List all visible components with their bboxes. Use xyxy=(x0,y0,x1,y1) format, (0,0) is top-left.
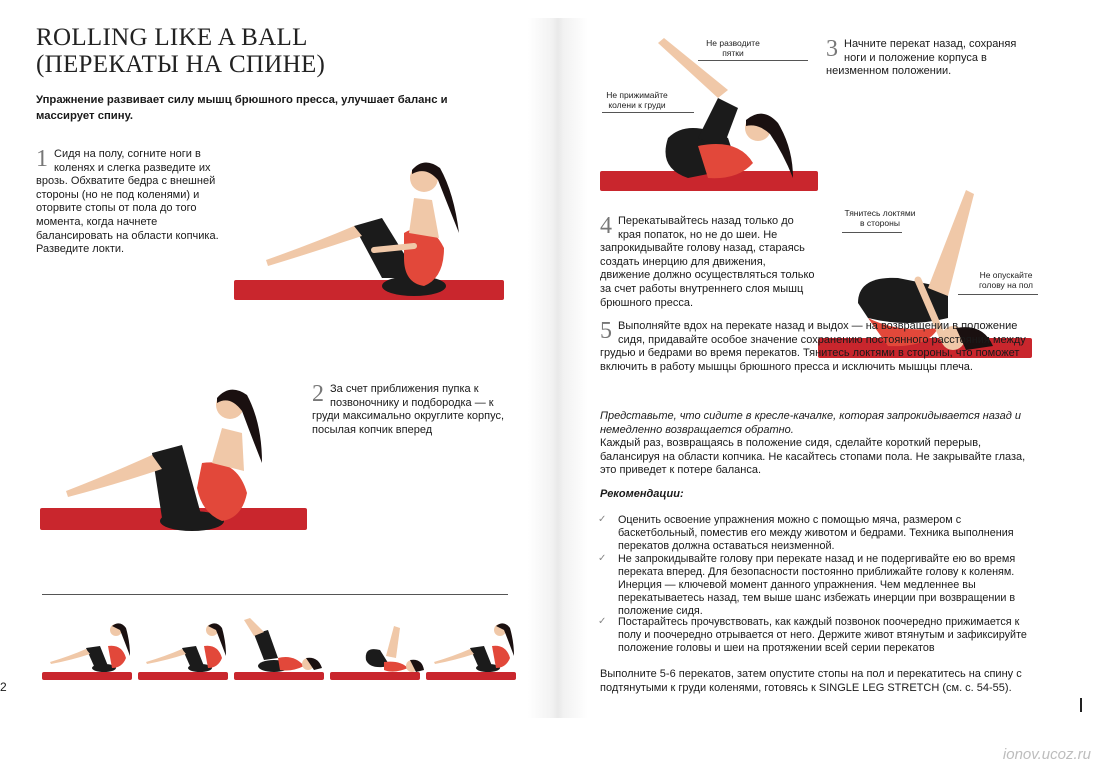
check-icon: ✓ xyxy=(598,616,607,627)
divider-line xyxy=(42,594,508,595)
step-5-number: 5 xyxy=(600,318,612,344)
left-page xyxy=(22,18,528,718)
step-5-text: Выполняйте вдох на перекате назад и выдох — на возвращении в положение сидя, придавайте особое значение сохранению постоянного расстояния между грудью и бедрами во время перекатов. Тянитесь локтями в стороны, что поможет включить в работу мышцы брюшного пресса и исключить мышцы плеча. xyxy=(600,320,1026,373)
label-head-line xyxy=(958,294,1038,295)
lead-paragraph: Упражнение развивает силу мышц брюшного пресса, улучшает баланс и массирует спину. xyxy=(36,94,448,122)
figure-step-1 xyxy=(254,138,474,298)
step-2-number: 2 xyxy=(312,381,324,407)
check-icon: ✓ xyxy=(598,514,607,525)
step-3 xyxy=(826,38,1036,79)
page-title xyxy=(36,24,325,78)
recommendation-2: Не запрокидывайте голову при перекате назад и не подергивайте ею во время переката вперед. Для безопасности постоянно приближайте голову к коленям. Инерция — ключевой момент данного упражнения. Чем медленнее вы перекатываетесь назад, тем выше шанс избежать инерции при возвращении в положение сидя. xyxy=(618,553,1016,617)
title-line-2: (ПЕРЕКАТЫ НА СПИНЕ) xyxy=(36,51,326,78)
label-head: Не опускайте голову на пол xyxy=(978,270,1034,290)
right-page xyxy=(588,18,1083,718)
label-elbows-line xyxy=(842,232,902,233)
recommendation-1: Оценить освоение упражнения можно с помощью мяча, размером с баскетбольный, поместив его между животом и бедрами. Техника выполнения перекатов должна оставаться неизменной. xyxy=(618,514,1014,552)
figure-step-2 xyxy=(62,373,282,533)
page-edge-mark xyxy=(1080,698,1082,712)
step-4-number: 4 xyxy=(600,213,612,239)
step-2-text: За счет приближения пупка к позвоночнику и подбородка — к груди максимально округлите корпус, посылая копчик вперед xyxy=(312,383,505,436)
final-instruction: Выполните 5-6 перекатов, затем опустите стопы на пол и перекатитесь на спину с подтянутыми к груди коленями, готовясь к SINGLE LEG STRETCH (см. с. 54-55). xyxy=(600,668,1022,694)
step-1-number: 1 xyxy=(36,146,48,172)
book-gutter xyxy=(528,18,588,718)
label-knees-line xyxy=(602,112,694,113)
step-1-text: Сидя на полу, согните ноги в коленях и слегка разведите их врозь. Обхватите бедра с внешней стороны (но не под коленями) и оторвите стопы от пола до того момента, когда начнете балансировать на области копчика. Разведите локти. xyxy=(36,148,219,256)
recommendations-title: Рекомендации: xyxy=(600,488,684,500)
step-2 xyxy=(312,383,510,437)
step-4-text: Перекатывайтесь назад только до края попаток, но не до шеи. Не запрокидывайте голову назад, стараясь создать инерцию для движения, движение должно осуществляться только за счет работы внутреннего слоя мышц брюшного пресса. xyxy=(600,215,815,309)
step-4 xyxy=(600,215,816,310)
step-1 xyxy=(36,148,226,257)
label-heels: Не разводите пятки xyxy=(706,38,760,58)
step-5 xyxy=(600,320,1038,374)
step-3-text: Начните перекат назад, сохраняя ноги и положение корпуса в неизменном положении. xyxy=(826,38,1017,78)
watermark: ionov.ucoz.ru xyxy=(1002,746,1091,763)
extra-note: Каждый раз, возвращаясь в положение сидя, сделайте короткий перерыв, балансируя на области копчика. Не касайтесь стопами пола. Не закрывайте глаза, это приведет к потере баланса. xyxy=(600,437,1026,477)
step-3-number: 3 xyxy=(826,36,838,62)
check-icon: ✓ xyxy=(598,553,607,564)
page-number: 2 xyxy=(0,680,7,694)
sequence-figures xyxy=(42,616,522,674)
recommendation-3: Постарайтесь прочувствовать, как каждый позвонок поочередно прижимается к полу и поочередно отрывается от него. Держите живот втянутым и зафиксируйте положение головы и шеи на протяжении всей серии перекатов xyxy=(618,616,1027,654)
title-line-1: ROLLING LIKE A BALL xyxy=(36,24,308,51)
label-elbows: Тянитесь локтями в стороны xyxy=(844,208,916,228)
italic-note: Представьте, что сидите в кресле-качалке, которая запрокидывается назад и немедленно возвращается обратно. xyxy=(600,410,1022,436)
label-heels-line xyxy=(698,60,808,61)
label-knees: Не прижимайте колени к груди xyxy=(606,90,668,110)
